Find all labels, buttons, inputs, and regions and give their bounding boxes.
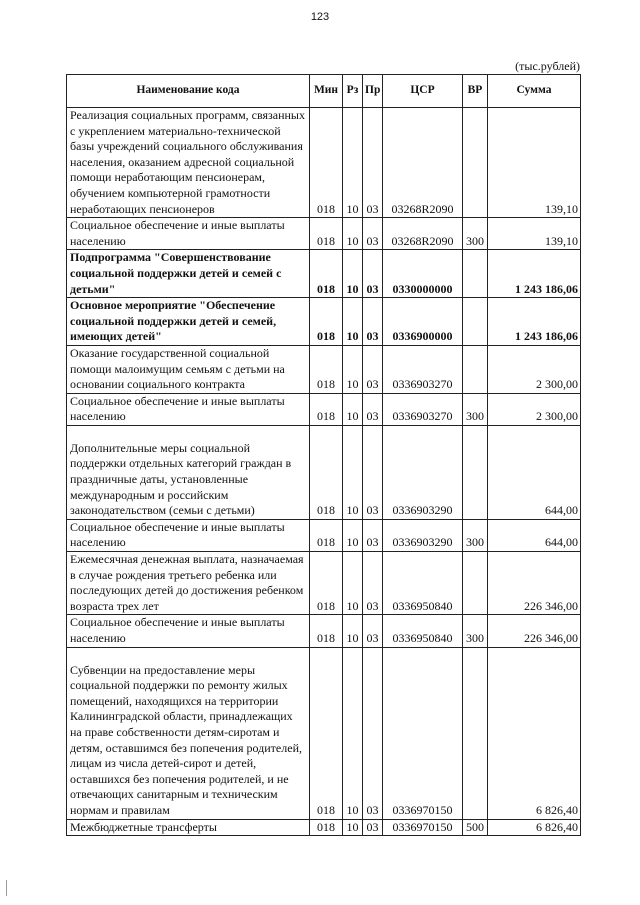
table-row [67,218,581,250]
row-csr: 0336903290 [383,425,463,519]
table-row [67,552,581,615]
header-csr: ЦСР [383,75,463,108]
row-sum: 644,00 [488,519,581,551]
header-min: Мин [310,75,343,108]
row-rz: 10 [343,819,363,836]
table-row [67,393,581,425]
row-name: Социальное обеспечение и иные выплаты населению [67,519,310,551]
row-vr [463,345,488,393]
row-csr: 0336900000 [383,298,463,346]
table-row [67,108,581,218]
row-sum: 2 300,00 [488,345,581,393]
row-name: Реализация социальных программ, связанных с укреплением материально-технической базы учреждений социального обслуживания населения, оказанием адресной социальной помощи неработающим пенсионерам, обучением компьютерной грамотности неработающих пенсионеров [67,108,310,218]
row-name: Подпрограмма "Совершенствование социальной поддержки детей и семей с детьми" [67,250,310,298]
row-sum: 6 826,40 [488,647,581,819]
row-csr: 0336903270 [383,393,463,425]
table-row [67,819,581,836]
row-vr [463,250,488,298]
table-row-subprogram [67,250,581,298]
table-row [67,345,581,393]
scan-margin-mark [6,880,7,896]
row-vr: 500 [463,819,488,836]
row-vr: 300 [463,218,488,250]
row-csr: 0336903270 [383,345,463,393]
row-rz: 10 [343,615,363,647]
row-sum: 226 346,00 [488,552,581,615]
row-pr: 03 [363,250,383,298]
row-rz: 10 [343,425,363,519]
units-label: (тыс.рублей) [515,59,580,73]
row-name: Дополнительные меры социальной поддержки отдельных категорий граждан в праздничные даты, установленные международным и российским законодательством (семьи с детьми) [70,440,292,518]
row-csr: 03268R2090 [383,218,463,250]
row-csr: 0336970150 [383,647,463,819]
row-csr: 0330000000 [383,250,463,298]
header-pr: Пр [363,75,383,108]
row-rz: 10 [343,298,363,346]
row-min: 018 [310,615,343,647]
row-pr: 03 [363,819,383,836]
header-name: Наименование кода [67,75,310,108]
table-row [67,519,581,551]
row-name: Оказание государственной социальной помощи малоимущим семьям с детьми на основании социального контракта [67,345,310,393]
row-sum: 1 243 186,06 [488,250,581,298]
row-min: 018 [310,819,343,836]
row-name: Социальное обеспечение и иные выплаты населению [67,393,310,425]
row-vr [463,425,488,519]
row-pr: 03 [363,218,383,250]
row-pr: 03 [363,298,383,346]
row-name: Социальное обеспечение и иные выплаты населению [67,218,310,250]
row-min: 018 [310,345,343,393]
row-sum: 139,10 [488,108,581,218]
row-csr: 0336903290 [383,519,463,551]
row-vr [463,108,488,218]
row-vr: 300 [463,393,488,425]
page-number: 123 [310,11,330,23]
row-pr: 03 [363,345,383,393]
row-rz: 10 [343,218,363,250]
row-name: Основное мероприятие "Обеспечение социальной поддержки детей и семей, имеющих детей" [67,298,310,346]
row-pr: 03 [363,108,383,218]
row-rz: 10 [343,250,363,298]
row-sum: 226 346,00 [488,615,581,647]
row-min: 018 [310,250,343,298]
row-name: Межбюджетные трансферты [67,819,310,836]
row-min: 018 [310,425,343,519]
row-rz: 10 [343,647,363,819]
row-rz: 10 [343,108,363,218]
row-csr: 0336970150 [383,819,463,836]
row-min: 018 [310,298,343,346]
header-rz: Рз [343,75,363,108]
row-rz: 10 [343,345,363,393]
row-csr: 0336950840 [383,615,463,647]
row-csr: 03268R2090 [383,108,463,218]
row-pr: 03 [363,552,383,615]
row-csr: 0336950840 [383,552,463,615]
row-vr: 300 [463,615,488,647]
row-rz: 10 [343,552,363,615]
header-vr: ВР [463,75,488,108]
row-sum: 6 826,40 [488,819,581,836]
row-pr: 03 [363,519,383,551]
table-row [67,615,581,647]
row-name: Субвенции на предоставление меры социальной поддержки по ремонту жилых помещений, находящихся на территории Калининградской области, принадлежащих на праве собственности детям-сиротам и детям, оставшимся без попечения родителей, лицам из числа детей-сирот и детей, оставшихся без попечения родителей, и не отвечающих санитарным и техническим нормам и правилам [70,662,302,817]
budget-table [66,74,581,836]
row-sum: 139,10 [488,218,581,250]
header-sum: Сумма [488,75,581,108]
row-sum: 1 243 186,06 [488,298,581,346]
row-min: 018 [310,108,343,218]
row-vr [463,552,488,615]
row-pr: 03 [363,425,383,519]
row-min: 018 [310,218,343,250]
row-sum: 644,00 [488,425,581,519]
row-min: 018 [310,552,343,615]
row-sum: 2 300,00 [488,393,581,425]
row-pr: 03 [363,647,383,819]
row-min: 018 [310,519,343,551]
row-min: 018 [310,393,343,425]
row-name: Ежемесячная денежная выплата, назначаемая в случае рождения третьего ребенка или последующих детей до достижения ребенком возраста трех лет [67,552,310,615]
table-row [67,647,581,819]
table-row-main-activity [67,298,581,346]
row-rz: 10 [343,519,363,551]
row-pr: 03 [363,393,383,425]
row-name-cell [67,647,310,819]
row-vr: 300 [463,519,488,551]
row-rz: 10 [343,393,363,425]
table-row [67,425,581,519]
row-name-cell [67,425,310,519]
blank-line [70,426,307,441]
row-vr [463,298,488,346]
row-pr: 03 [363,615,383,647]
row-min: 018 [310,647,343,819]
row-name: Социальное обеспечение и иные выплаты населению [67,615,310,647]
row-vr [463,647,488,819]
table-header-row [67,75,581,108]
blank-line [70,648,307,663]
